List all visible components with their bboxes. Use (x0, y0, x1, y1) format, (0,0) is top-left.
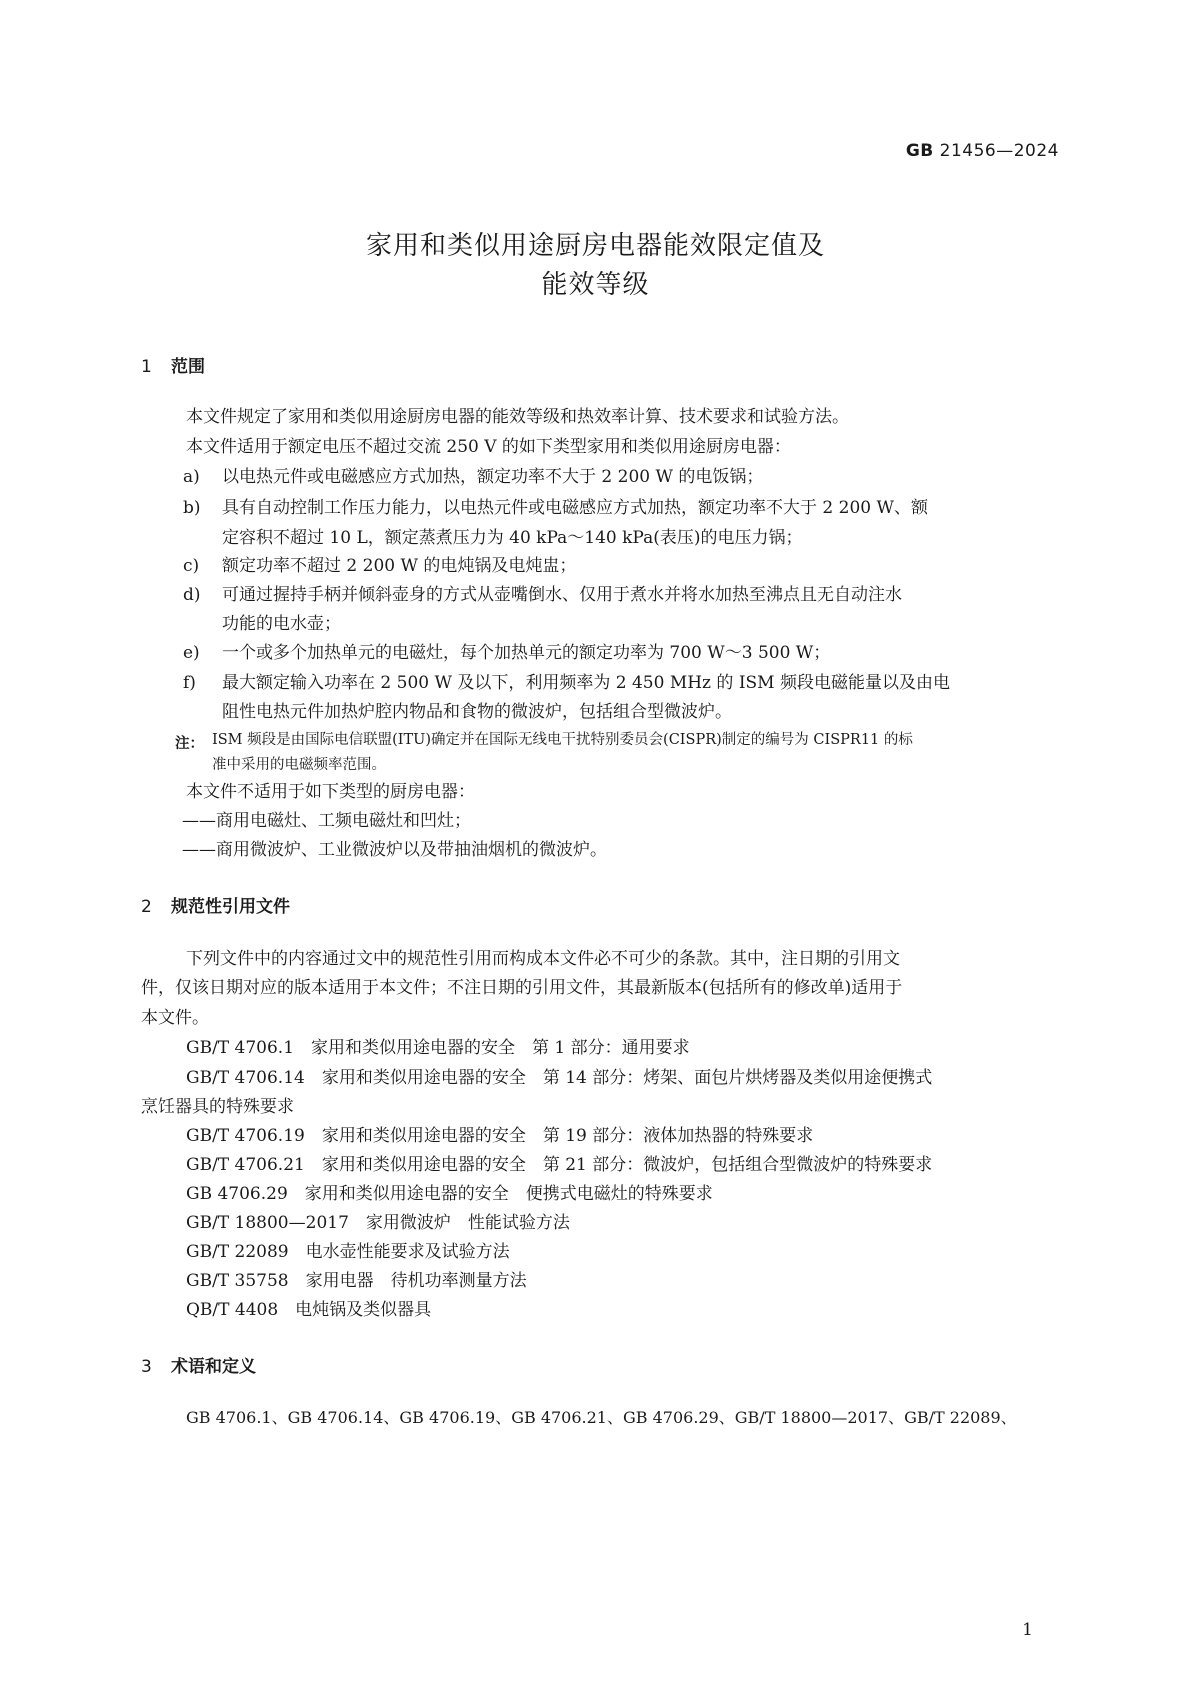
reference-item: GB/T 4706.1 家用和类似用途电器的安全 第 1 部分：通用要求 (186, 1038, 690, 1058)
paragraph: 本文件规定了家用和类似用途厨房电器的能效等级和热效率计算、技术要求和试验方法。 (186, 407, 849, 427)
list-item: 具有自动控制工作压力能力，以电热元件或电磁感应方式加热，额定功率不大于 2 200 W、额 (222, 498, 928, 518)
paragraph: GB 4706.1、GB 4706.14、GB 4706.19、GB 4706.21、GB 4706.29、GB/T 18800—2017、GB/T 22089、 (186, 1408, 1017, 1427)
list-item: 额定功率不超过 2 200 W 的电炖锅及电炖盅； (222, 556, 577, 576)
reference-item: GB/T 4706.19 家用和类似用途电器的安全 第 19 部分：液体加热器的特殊要求 (186, 1126, 814, 1146)
note-text-continued: 准中采用的电磁频率范围。 (212, 757, 386, 773)
reference-item: GB 4706.29 家用和类似用途电器的安全 便携式电磁灶的特殊要求 (186, 1184, 713, 1204)
list-label: c) (183, 556, 200, 576)
dash-item: ——商用微波炉、工业微波炉以及带抽油烟机的微波炉。 (182, 840, 607, 860)
list-item-continued: 定容积不超过 10 L，额定蒸煮压力为 40 kPa～140 kPa(表压)的电压力锅； (222, 528, 803, 548)
note-text: ISM 频段是由国际电信联盟(ITU)确定并在国际无线电干扰特别委员会(CISPR)制定的编号为 CISPR11 的标 (212, 732, 913, 748)
note-label: 注： (175, 736, 204, 752)
paragraph: 下列文件中的内容通过文中的规范性引用而构成本文件必不可少的条款。其中，注日期的引用文 (186, 949, 900, 969)
document-title-line1: 家用和类似用途厨房电器能效限定值及 (365, 231, 825, 261)
paragraph: 本文件适用于额定电压不超过交流 250 V 的如下类型家用和类似用途厨房电器： (186, 437, 791, 457)
list-item: 以电热元件或电磁感应方式加热，额定功率不大于 2 200 W 的电饭锅； (222, 467, 764, 487)
list-label: d) (183, 585, 201, 605)
reference-item: GB/T 4706.14 家用和类似用途电器的安全 第 14 部分：烤架、面包片烘烤器及类似用途便携式 (186, 1068, 933, 1088)
list-item: 最大额定输入功率在 2 500 W 及以下，利用频率为 2 450 MHz 的 ISM 频段电磁能量以及由电 (222, 673, 950, 693)
list-label: a) (183, 467, 200, 487)
list-label: e) (183, 643, 200, 663)
section-3-heading: 3 术语和定义 (141, 1357, 256, 1377)
list-item: 一个或多个加热单元的电磁灶，每个加热单元的额定功率为 700 W～3 500 W； (222, 643, 831, 663)
list-item-continued: 功能的电水壶； (222, 614, 341, 634)
paragraph-continued: 件，仅该日期对应的版本适用于本文件；不注日期的引用文件，其最新版本(包括所有的修改单)适用于 (141, 978, 903, 998)
reference-item: GB/T 4706.21 家用和类似用途电器的安全 第 21 部分：微波炉，包括组合型微波炉的特殊要求 (186, 1155, 933, 1175)
paragraph-continued: 本文件。 (141, 1008, 209, 1028)
reference-item: GB/T 22089 电水壶性能要求及试验方法 (186, 1242, 510, 1262)
document-title-line2: 能效等级 (541, 270, 650, 300)
section-1-heading: 1 范围 (141, 357, 205, 377)
reference-item: QB/T 4408 电炖锅及类似器具 (186, 1300, 432, 1320)
dash-item: ——商用电磁灶、工频电磁灶和凹灶； (182, 811, 471, 831)
list-item-continued: 阻性电热元件加热炉腔内物品和食物的微波炉，包括组合型微波炉。 (222, 702, 732, 722)
list-label: b) (183, 498, 201, 518)
reference-item: GB/T 35758 家用电器 待机功率测量方法 (186, 1271, 527, 1291)
paragraph: 本文件不适用于如下类型的厨房电器： (186, 782, 475, 802)
standard-number: GB 21456—2024 (905, 141, 1059, 161)
section-2-heading: 2 规范性引用文件 (141, 897, 290, 917)
list-label: f) (183, 673, 196, 693)
page-number: 1 (1022, 1620, 1033, 1640)
reference-item: GB/T 18800—2017 家用微波炉 性能试验方法 (186, 1213, 570, 1233)
reference-item-continued: 烹饪器具的特殊要求 (141, 1097, 294, 1117)
list-item: 可通过握持手柄并倾斜壶身的方式从壶嘴倒水、仅用于煮水并将水加热至沸点且无自动注水 (222, 585, 902, 605)
